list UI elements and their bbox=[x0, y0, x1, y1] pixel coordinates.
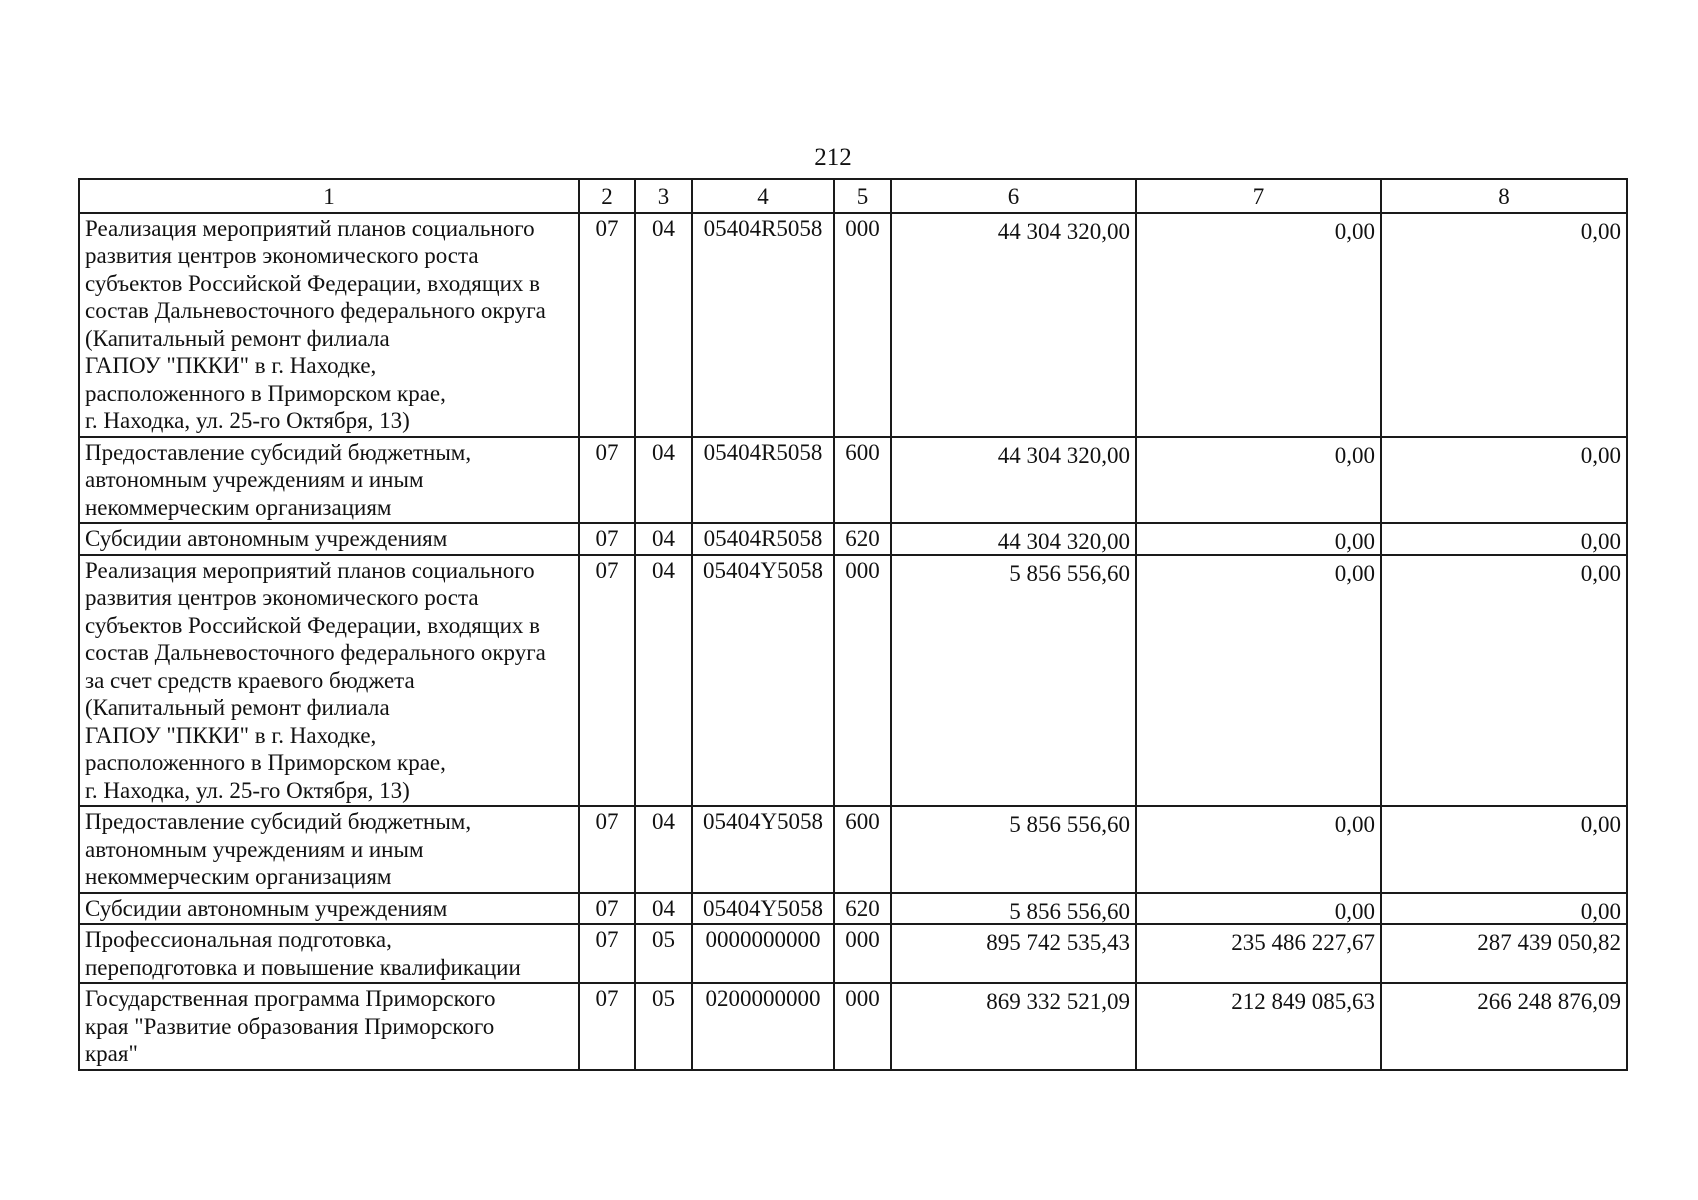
row-name-line: г. Находка, ул. 25-го Октября, 13) bbox=[85, 777, 410, 803]
row-name-line: Субсидии автономным учреждениям bbox=[85, 895, 448, 921]
expense-type-code-cell: 000 bbox=[834, 213, 891, 437]
amount-year2-cell bbox=[1136, 213, 1381, 437]
row-name-line: за счет средств краевого бюджета bbox=[85, 667, 415, 693]
target-article-code-cell: 05404R5058 bbox=[692, 437, 834, 524]
amount-value: 0,00 bbox=[1334, 812, 1375, 837]
row-name-line: Профессиональная подготовка, bbox=[85, 927, 392, 952]
target-article-code-cell: 05404Y5058 bbox=[692, 806, 834, 893]
expense-type-code-cell: 620 bbox=[834, 523, 891, 555]
column-header: 8 bbox=[1381, 179, 1627, 213]
row-name-line: края "Развитие образования Приморского bbox=[85, 1013, 495, 1039]
amount-year1-cell bbox=[891, 983, 1136, 1070]
row-name-line: расположенного в Приморском крае, bbox=[85, 750, 446, 775]
row-name-cell bbox=[79, 983, 579, 1070]
section-code-cell: 07 bbox=[579, 437, 635, 524]
table-row bbox=[79, 806, 1627, 893]
row-name-line: Субсидии автономным учреждениям bbox=[85, 526, 448, 551]
column-header: 2 bbox=[579, 179, 635, 213]
subsection-code-cell: 04 bbox=[635, 213, 692, 437]
amount-value: 0,00 bbox=[1334, 218, 1375, 244]
target-article-code-cell: 05404Y5058 bbox=[692, 893, 834, 925]
amount-value: 44 304 320,00 bbox=[997, 442, 1130, 468]
row-name-line: ГАПОУ "ПККИ" в г. Находке, bbox=[85, 353, 377, 378]
subsection-code-cell: 05 bbox=[635, 983, 692, 1070]
amount-value: 0,00 bbox=[1334, 898, 1375, 924]
row-name-line: субъектов Российской Федерации, входящих в bbox=[85, 612, 541, 638]
row-name-cell bbox=[79, 437, 579, 524]
row-name-cell bbox=[79, 213, 579, 437]
target-article-code-cell: 0200000000 bbox=[692, 983, 834, 1070]
column-header: 6 bbox=[891, 179, 1136, 213]
row-name-line: автономным учреждениям и иным bbox=[85, 467, 424, 492]
amount-year3-cell bbox=[1381, 893, 1627, 925]
section-code-cell: 07 bbox=[579, 983, 635, 1070]
row-name-line: переподготовка и повышение квалификации bbox=[85, 954, 521, 980]
table-row bbox=[79, 893, 1627, 925]
amount-value: 5 856 556,60 bbox=[1009, 898, 1130, 924]
amount-value: 0,00 bbox=[1580, 529, 1621, 554]
subsection-code-cell: 04 bbox=[635, 555, 692, 807]
row-name-line: развития центров экономического роста bbox=[85, 585, 479, 610]
row-name-line: края" bbox=[85, 1041, 138, 1066]
table-row bbox=[79, 924, 1627, 983]
amount-year2-cell bbox=[1136, 806, 1381, 893]
amount-year3-cell bbox=[1381, 213, 1627, 437]
column-header: 7 bbox=[1136, 179, 1381, 213]
subsection-code-cell: 04 bbox=[635, 437, 692, 524]
row-name-line: Предоставление субсидий бюджетным, bbox=[85, 809, 472, 834]
amount-value: 0,00 bbox=[1334, 529, 1375, 554]
amount-value: 0,00 bbox=[1580, 812, 1621, 837]
subsection-code-cell: 04 bbox=[635, 806, 692, 893]
budget-table bbox=[78, 178, 1628, 1071]
amount-year1-cell bbox=[891, 213, 1136, 437]
amount-value: 895 742 535,43 bbox=[986, 930, 1130, 955]
row-name-line: расположенного в Приморском крае, bbox=[85, 380, 446, 406]
expense-type-code-cell: 600 bbox=[834, 806, 891, 893]
amount-year1-cell bbox=[891, 555, 1136, 807]
row-name-line: (Капитальный ремонт филиала bbox=[85, 695, 390, 720]
row-name-line: развития центров экономического роста bbox=[85, 243, 479, 268]
row-name-cell bbox=[79, 893, 579, 925]
row-name-line: состав Дальневосточного федерального округа bbox=[85, 298, 546, 323]
page-number bbox=[0, 143, 1698, 173]
amount-value: 5 856 556,60 bbox=[1009, 812, 1130, 837]
row-name-line: Предоставление субсидий бюджетным, bbox=[85, 439, 472, 465]
amount-value: 869 332 521,09 bbox=[986, 989, 1130, 1014]
row-name-line: состав Дальневосточного федерального округа bbox=[85, 640, 546, 665]
amount-year3-cell bbox=[1381, 523, 1627, 555]
amount-value: 235 486 227,67 bbox=[1231, 930, 1375, 955]
table-row bbox=[79, 213, 1627, 437]
amount-year2-cell bbox=[1136, 555, 1381, 807]
expense-type-code-cell: 000 bbox=[834, 983, 891, 1070]
section-code-cell: 07 bbox=[579, 523, 635, 555]
row-name-line: ГАПОУ "ПККИ" в г. Находке, bbox=[85, 722, 377, 748]
amount-value: 0,00 bbox=[1580, 898, 1621, 924]
column-header: 1 bbox=[79, 179, 579, 213]
amount-year1-cell bbox=[891, 437, 1136, 524]
amount-year2-cell bbox=[1136, 983, 1381, 1070]
amount-year2-cell bbox=[1136, 437, 1381, 524]
amount-value: 44 304 320,00 bbox=[997, 218, 1130, 244]
amount-year2-cell bbox=[1136, 523, 1381, 555]
amount-year1-cell bbox=[891, 893, 1136, 925]
amount-value: 0,00 bbox=[1580, 560, 1621, 586]
row-name-line: Государственная программа Приморского bbox=[85, 986, 496, 1011]
section-code-cell: 07 bbox=[579, 806, 635, 893]
target-article-code-cell: 0000000000 bbox=[692, 924, 834, 983]
amount-year2-cell bbox=[1136, 924, 1381, 983]
row-name-line: (Капитальный ремонт филиала bbox=[85, 325, 390, 351]
amount-value: 0,00 bbox=[1334, 560, 1375, 586]
expense-type-code-cell: 000 bbox=[834, 924, 891, 983]
amount-year3-cell bbox=[1381, 555, 1627, 807]
row-name-line: Реализация мероприятий планов социального bbox=[85, 215, 535, 241]
column-header: 3 bbox=[635, 179, 692, 213]
amount-value: 212 849 085,63 bbox=[1231, 989, 1375, 1014]
target-article-code-cell: 05404R5058 bbox=[692, 213, 834, 437]
row-name-cell bbox=[79, 924, 579, 983]
section-code-cell: 07 bbox=[579, 893, 635, 925]
amount-value: 0,00 bbox=[1334, 442, 1375, 468]
row-name-cell bbox=[79, 555, 579, 807]
amount-value: 266 248 876,09 bbox=[1477, 989, 1621, 1014]
amount-value: 44 304 320,00 bbox=[997, 529, 1130, 554]
row-name-line: субъектов Российской Федерации, входящих в bbox=[85, 270, 541, 296]
row-name-line: г. Находка, ул. 25-го Октября, 13) bbox=[85, 408, 410, 433]
column-header: 5 bbox=[834, 179, 891, 213]
column-header: 4 bbox=[692, 179, 834, 213]
row-name-line: автономным учреждениям и иным bbox=[85, 836, 424, 862]
amount-year1-cell bbox=[891, 523, 1136, 555]
row-name-line: Реализация мероприятий планов социального bbox=[85, 557, 535, 583]
expense-type-code-cell: 600 bbox=[834, 437, 891, 524]
row-name-cell bbox=[79, 523, 579, 555]
page-number-text: 212 bbox=[814, 144, 852, 171]
expense-type-code-cell: 000 bbox=[834, 555, 891, 807]
table-row bbox=[79, 437, 1627, 524]
row-name-line: некоммерческим организациям bbox=[85, 494, 392, 520]
amount-year3-cell bbox=[1381, 437, 1627, 524]
table-header-row bbox=[79, 179, 1627, 213]
row-name-cell bbox=[79, 806, 579, 893]
table-body bbox=[79, 213, 1627, 1070]
table-row bbox=[79, 983, 1627, 1070]
amount-value: 0,00 bbox=[1580, 218, 1621, 244]
amount-value: 0,00 bbox=[1580, 442, 1621, 468]
section-code-cell: 07 bbox=[579, 924, 635, 983]
target-article-code-cell: 05404R5058 bbox=[692, 523, 834, 555]
table-row bbox=[79, 523, 1627, 555]
amount-year1-cell bbox=[891, 806, 1136, 893]
amount-year3-cell bbox=[1381, 806, 1627, 893]
table-row bbox=[79, 555, 1627, 807]
amount-year1-cell bbox=[891, 924, 1136, 983]
amount-value: 287 439 050,82 bbox=[1477, 930, 1621, 955]
section-code-cell: 07 bbox=[579, 555, 635, 807]
subsection-code-cell: 05 bbox=[635, 924, 692, 983]
section-code-cell: 07 bbox=[579, 213, 635, 437]
expense-type-code-cell: 620 bbox=[834, 893, 891, 925]
amount-year3-cell bbox=[1381, 983, 1627, 1070]
row-name-line: некоммерческим организациям bbox=[85, 864, 392, 889]
amount-year2-cell bbox=[1136, 893, 1381, 925]
subsection-code-cell: 04 bbox=[635, 523, 692, 555]
subsection-code-cell: 04 bbox=[635, 893, 692, 925]
target-article-code-cell: 05404Y5058 bbox=[692, 555, 834, 807]
amount-value: 5 856 556,60 bbox=[1009, 560, 1130, 586]
amount-year3-cell bbox=[1381, 924, 1627, 983]
